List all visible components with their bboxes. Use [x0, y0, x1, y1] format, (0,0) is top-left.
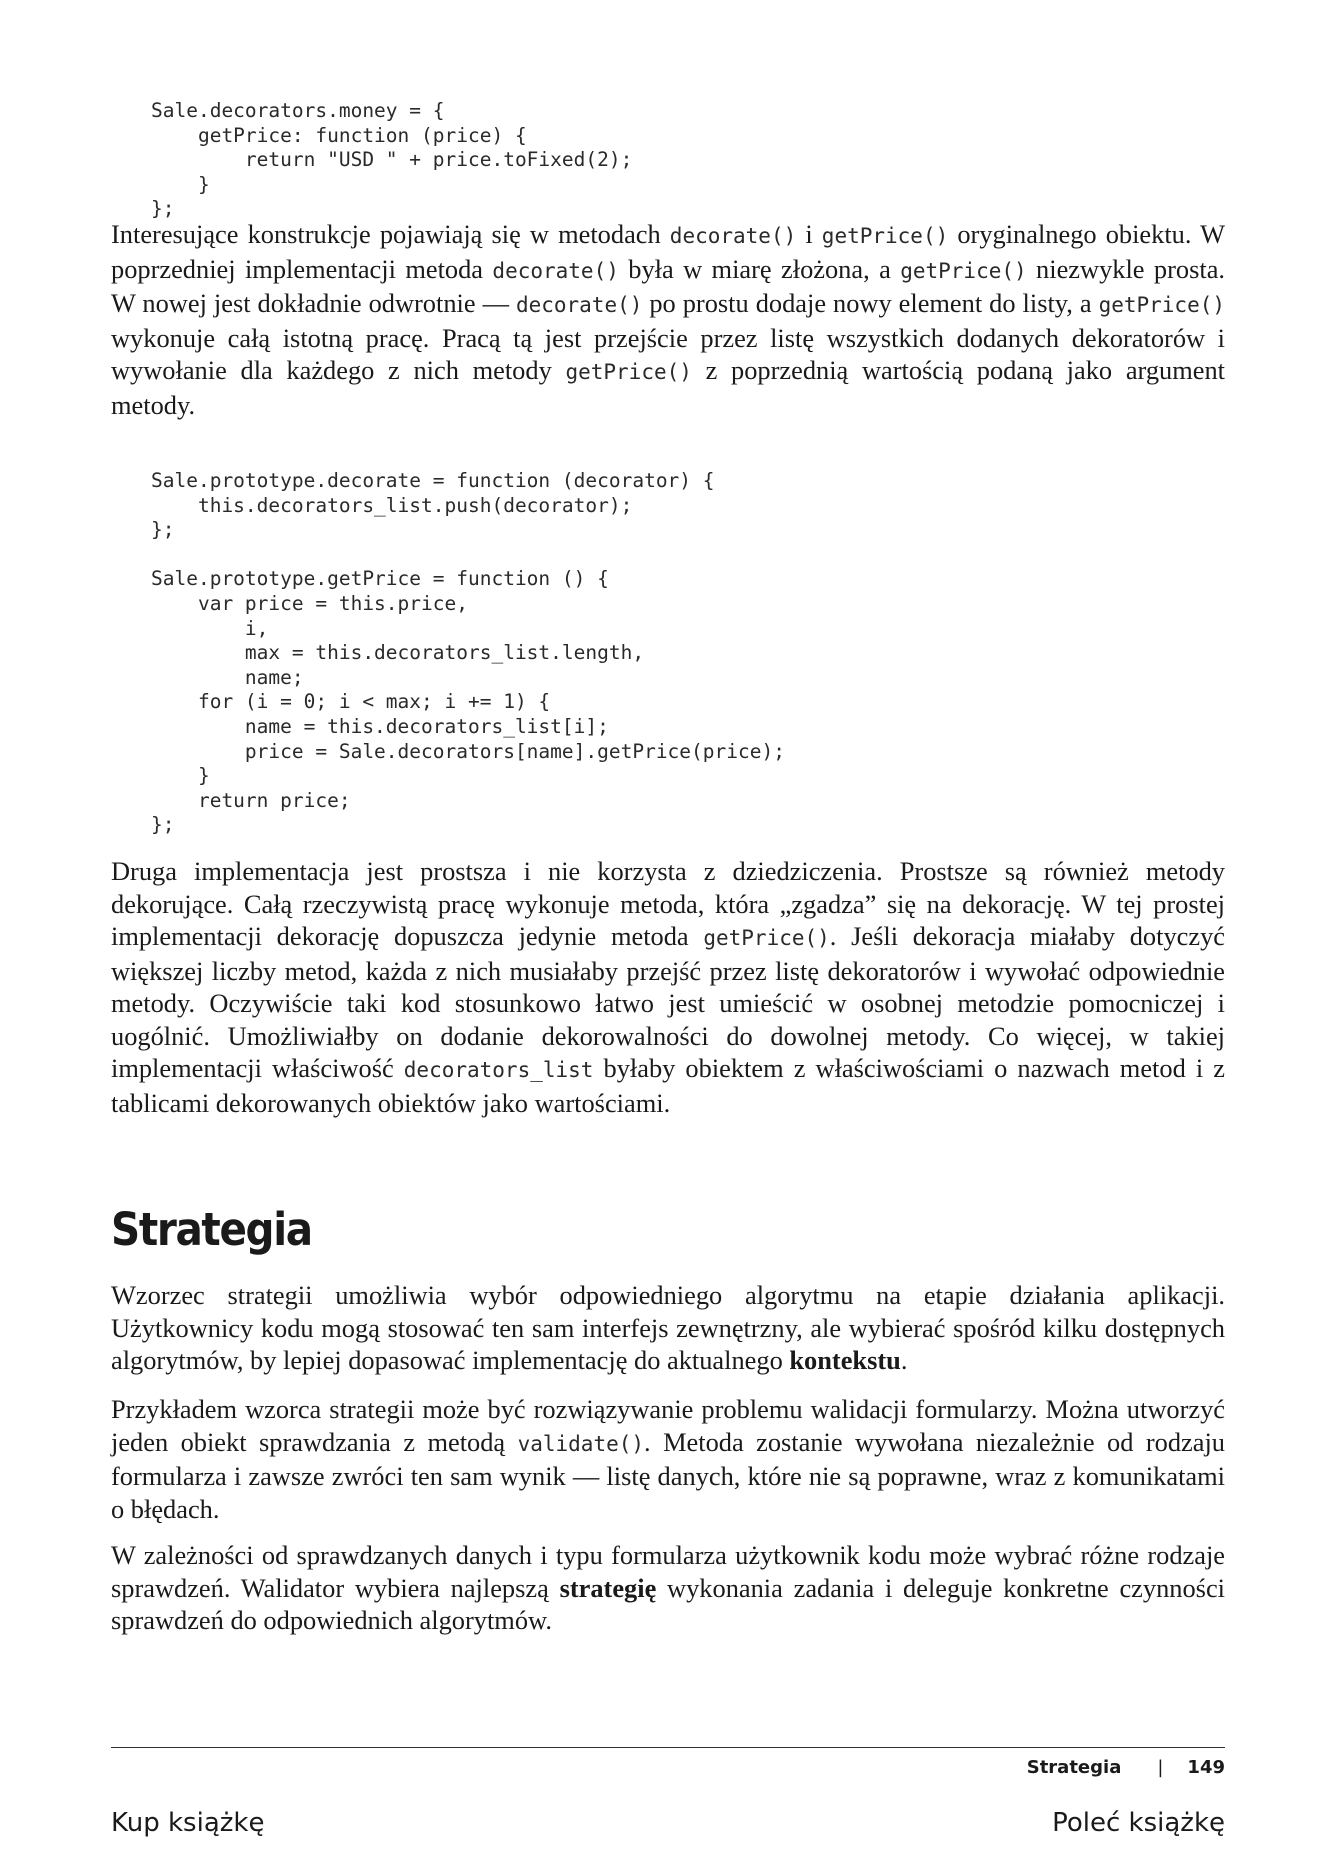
text: wykonuje całą istotną pracę. Pracą tą jest przejście przez listę wszystkich dodanych dekoratorów i wywołanie dla każdego z nich metody: [111, 322, 1225, 385]
buy-book-link[interactable]: Kup książkę: [111, 1808, 265, 1838]
text: . Metoda zostanie wywołana niezależnie od rodzaju formularza i zawsze zwróci ten sam wynik — listę danych, które nie są poprawne, wraz z komunikatami o błędach.: [111, 1426, 1225, 1524]
footer-separator: |: [1157, 1757, 1164, 1778]
text: po prostu dodaje nowy element do listy, a: [642, 288, 1099, 318]
bold-term: kontekstu: [789, 1345, 901, 1375]
text: . Jeśli dekoracja miałaby dotyczyć większej liczby metod, każda z nich musiałaby przejść przez listę dekoratorów i wywołać odpowiednie metody. Oczywiście taki kod stosunkowo łatwo jest umieścić w osobnej metodzie pomocniczej i uogólnić. Umożliwiałby on dodanie dekorowalności do dowolnej metody. Co więcej, w takiej implementacji właściwość: [111, 921, 1225, 1083]
text: była w miarę złożona, a: [618, 253, 901, 284]
paragraph-strategy-validator: [111, 1539, 1225, 1637]
paragraph-strategy-example: [111, 1393, 1225, 1525]
text: W zależności od sprawdzanych danych i typu formularza użytkownik kodu może wybrać różne rodzaje sprawdzeń. Walidator wybiera najlepszą: [111, 1540, 1225, 1603]
text: i: [796, 219, 822, 249]
inline-code: decorate(): [515, 293, 643, 317]
paragraph-second-implementation: [111, 855, 1225, 1119]
text: Druga implementacja jest prostsza i nie korzysta z dziedziczenia. Prostsze są również metody dekorujące. Całą rzeczywistą pracę wykonuje metoda, która „zgadza” się na dekorację. W tej prostej implementacji dekorację dopuszcza jedynie metoda: [111, 856, 1225, 951]
text: z poprzednią wartością podaną jako argument metody.: [111, 355, 1225, 420]
text: Wzorzec strategii umożliwia wybór odpowiedniego algorytmu na etapie działania aplikacji. Użytkownicy kodu mogą stosować ten sam interfejs zewnętrzny, ale wybierać spośród kilku dostępnych algorytmów, by lepiej dopasować implementację do aktualnego: [111, 1280, 1225, 1375]
text: .: [900, 1345, 908, 1375]
paragraph-decorate-methods: [111, 218, 1225, 421]
text: wykonania zadania i deleguje konkretne czynności sprawdzeń do odpowiednich algorytmów.: [111, 1572, 1225, 1635]
text: Interesujące konstrukcje pojawiają się w metodach: [111, 219, 670, 249]
bold-term: strategię: [559, 1572, 657, 1603]
inline-code: getPrice(): [703, 926, 830, 950]
running-footer: [1027, 1757, 1225, 1778]
text: Przykładem wzorca strategii może być rozwiązywanie problemu walidacji formularzy. Można utworzyć jeden obiekt sprawdzania z metodą: [111, 1394, 1225, 1457]
inline-code: getPrice(): [1098, 293, 1225, 317]
code-block-decorate-getprice: Sale.prototype.decorate = function (decorator) { this.decorators_list.push(decorator); }; Sale.prototype.getPrice = function () { var price = this.price, i, max = this.decorators_list.length, name; for (i = 0; i < max; i += 1) { name = this.decorators_list[i]; price = Sale.decorators[name].getPrice(price); } return price; };: [151, 469, 785, 837]
paragraph-strategy-intro: [111, 1279, 1225, 1377]
inline-code: decorate(): [492, 258, 619, 283]
text: niezwykle prosta. W nowej jest dokładnie odwrotnie —: [111, 253, 1226, 318]
inline-code: getPrice(): [565, 360, 692, 384]
recommend-book-link[interactable]: Poleć książkę: [1052, 1808, 1225, 1838]
footer-rule: [111, 1747, 1225, 1748]
section-heading: Strategia: [111, 1203, 312, 1256]
inline-code: validate(): [517, 1431, 645, 1456]
inline-code: decorate(): [669, 224, 797, 248]
inline-code: decorators_list: [403, 1058, 594, 1082]
page-number: 149: [1187, 1757, 1225, 1778]
text: byłaby obiektem z właściwościami o nazwach metod i z tablicami dekorowanych obiektów jako wartościami.: [111, 1053, 1225, 1118]
inline-code: getPrice(): [900, 258, 1027, 283]
code-block-money-decorator: Sale.decorators.money = { getPrice: function (price) { return "USD " + price.toFixed(2); } };: [151, 99, 633, 221]
footer-section-title: Strategia: [1026, 1757, 1122, 1778]
inline-code: getPrice(): [821, 224, 949, 248]
text: oryginalnego obiektu. W poprzedniej implementacji metoda: [111, 219, 1225, 284]
